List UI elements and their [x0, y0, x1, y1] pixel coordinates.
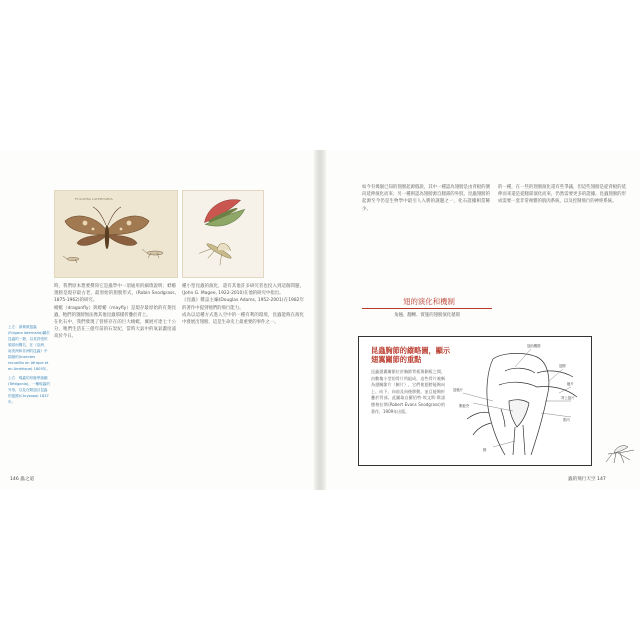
label-wing-base: 翅前關節 [527, 344, 541, 348]
mosquito-illustration [602, 442, 636, 464]
box-title: 昆蟲胸節的縱略圖，顯示翅翼關節的重點 [371, 346, 451, 364]
right-folio [568, 476, 606, 482]
left-page-caption [8, 324, 50, 434]
label-posterior-plate: 翅後片 [453, 388, 464, 392]
left-page-column-1 [54, 283, 176, 469]
label-pleural-process: 側板突 [459, 404, 470, 408]
page-number: 147 [597, 477, 606, 482]
section-subtitle: 角翹、翻轉、實施的翅膀演化循環 [394, 313, 460, 318]
paragraph: 在化石中，我們發現了曾經存在的巨大蜻蜓，翼展可達七十公分，牠們生活在三億年前的石炭紀，當時大氣中的氧氣濃度遠高於今日。 [54, 320, 176, 340]
paragraph: 時，我們原本想要撰寫它是蟲學中一項通用的細瑣說明；蜉蝣翅膀是現存最古老、最原始的翅膀形式，(Robin Snodgrass, 1875-1962)的研究。 [54, 284, 176, 304]
thorax-diagram [453, 341, 587, 461]
left-page-column-2 [182, 283, 304, 469]
caption-top-right: 上右：蝗蟲的形態學繪圖 (Tettigonia)，一種蝗蟲的外形，以及在鞘翅目昆蟲的翅膀(Chrysopa) 1837 年。 [8, 376, 50, 404]
right-page [322, 150, 640, 490]
paragraph: 種小型昆蟲的演化，還有其他許多研究者也投入到這個問題，(John G. Magee, 1922-2010)在他的研究中指出。 [182, 284, 304, 297]
running-head: 蟲之道 [20, 477, 35, 482]
label-axillary: 腋片 [567, 382, 574, 386]
paragraph: 蜻蜓（dragonfly）與蜉蝣（mayfly）是現存最原始的有翅昆蟲，牠們的翅膀無法像其他昆蟲那樣折疊於背上。 [54, 305, 176, 318]
right-page-column-2 [498, 184, 626, 330]
paragraph: 如今有幾個已知的翅膀起源假說，其中一種認為翅膀是由背板的側向延伸演化而來；另一種則認為翅膀源自腿部的外肢。昆蟲翅膀的起源至今仍是生物學中最引人入勝的謎題之一，化石證據相當稀少。 [362, 185, 490, 212]
paragraph: 成為以這種方式進入空中的一種有利的環境，昆蟲能夠在演化中發展出翅膀，這是生命史上最重要的事件之一。 [182, 312, 304, 326]
label-wing: 翅膀 [559, 364, 566, 368]
left-folio [10, 476, 34, 482]
box-text: 昆蟲翅翼關節位於胸節背板與側板之間，由數塊小型的骨片所組成，這些骨片被稱為翅關節片（腋片），它們使翅膀能夠向上、向下、向前及向後移動，並且能夠折疊於背部。此圖取自羅伯特·埃文斯·斯諾德格拉斯(Robert Evans Snodgrass)的著作，1909年出版。 [371, 369, 445, 414]
svg-text:FULGORA LATERNARIA: FULGORA LATERNARIA [75, 197, 113, 201]
moth-plate [54, 190, 178, 278]
label-muscle: 肌肉 [563, 418, 570, 422]
section-rule [362, 308, 492, 309]
label-dorsal-plate: 背上翅片 [561, 396, 575, 400]
section-title: 翅的演化和機制 [403, 297, 455, 306]
paragraph: 的一種，在一些的翅膀演化還有些爭議，但這些翅膀是從背板的延伸而來還是從腿部演化而來，仍然需要更多的證據。昆蟲翅膀的形成需要一套非常複雜的肌肉系統，以及控制飛行的神經系統。 [498, 185, 626, 205]
label-leg: 腿 [483, 448, 487, 452]
left-page [0, 150, 318, 490]
paragraph: 《昆蟲》雜誌主編(Douglas Adams, 1952-2001)在1982年的著作中提到牠們的飛行能力。 [182, 298, 304, 311]
book-gutter [314, 150, 326, 490]
thorax-diagram-box [358, 336, 592, 466]
caption-top-left: 上左：兩條微翅蟲(Fulgora laternaria)屬於昆蟲的一類，以其誇張的頭部而聞名，在《亞洲、南美洲和非洲的昆蟲》中描繪的(Insectes recueillis en Afrique et en Amérique) 1805年。 [8, 325, 50, 371]
moth-illustration [55, 191, 177, 277]
grasshopper-illustration [183, 191, 263, 277]
running-head: 蟲的飛行天空 [568, 477, 596, 482]
page-number: 146 [10, 477, 19, 482]
right-page-column-1 [362, 184, 490, 290]
grasshopper-plate [182, 190, 264, 278]
